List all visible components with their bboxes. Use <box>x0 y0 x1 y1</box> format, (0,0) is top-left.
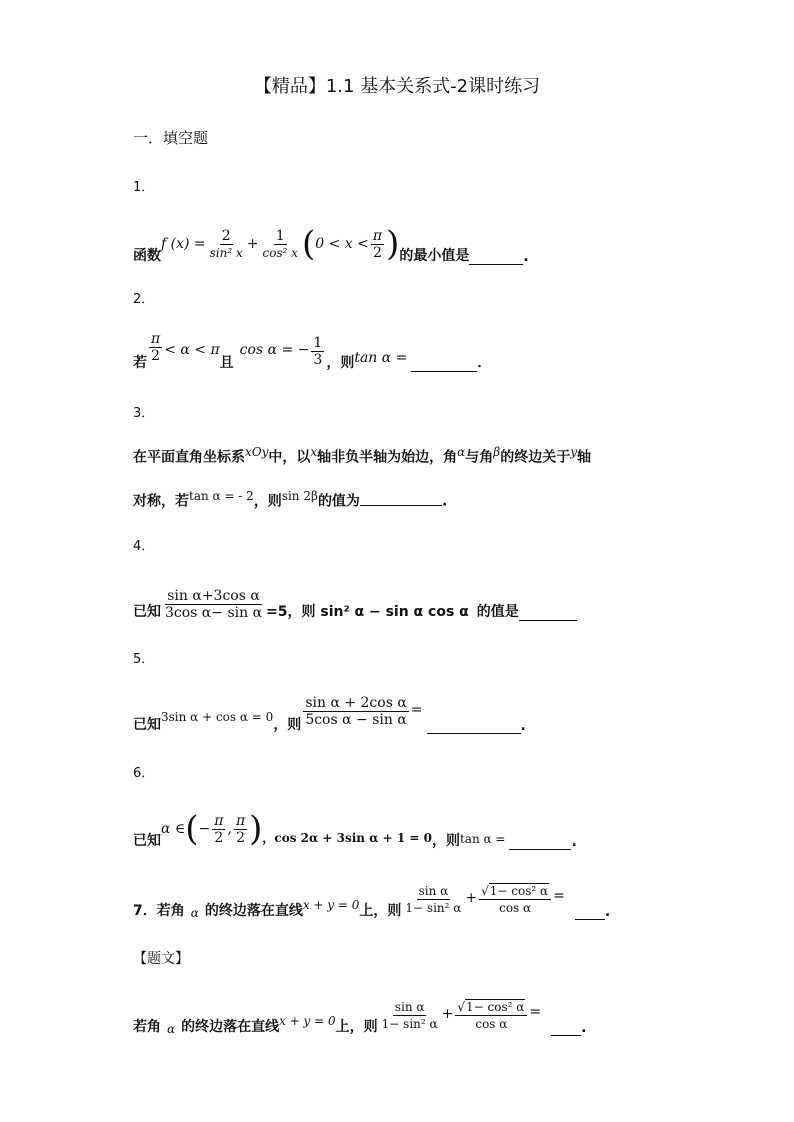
question-2-number: 2． <box>133 292 155 307</box>
question-3-line-2: 对称，若$^{tan \alpha = - 2}$，则$^{sin 2\beta}$的值为 . <box>133 489 448 510</box>
q5-answer-blank[interactable] <box>427 732 521 734</box>
tiwen-label: 【题文】 <box>133 951 189 967</box>
question-tiwen: 若角 α 的终边落在直线 x + y = 0 上，则 $\frac{\text{sin α}}{\text{1− sin² α}}$ + $\frac{\text{√1− cos² α}}{\text{cos α}}$ = . <box>133 1000 587 1036</box>
question-1: 函数 f (x) = $\frac{2}{\text{sin² x}}$ + $\frac{1}{\text{cos² x}}$ ( 0 < x < $\frac{\pi}{2}$ ) 的最小值是 . <box>133 224 529 265</box>
question-2: 若 $\frac{\pi}{2}$ < α < π 且 cos α = − $\frac{1}{3}$ ，则 tan α = ． <box>133 331 492 371</box>
question-3-number: 3． <box>133 406 155 421</box>
q2-cos: cos α = − <box>239 342 310 358</box>
question-6-number: 6． <box>133 766 155 781</box>
q2-condition: < α < π <box>164 342 220 358</box>
question-1-number: 1． <box>133 180 155 195</box>
q4-fraction: $\frac{\text{sin α+3cos α}}{\text{3cos α− sin α}}$ <box>165 588 263 621</box>
q8-answer-blank[interactable] <box>551 1034 581 1036</box>
question-7: 7．若角 α 的终边落在直线 x + y = 0 上，则 $\frac{\text{sin α}}{\text{1− sin² α}}$ + $\frac{\text{√1− cos² α}}{\text{cos α}}$ = . <box>133 884 611 920</box>
q7-answer-blank[interactable] <box>575 918 605 920</box>
q4-answer-blank[interactable] <box>519 619 577 621</box>
q3-answer-blank[interactable] <box>360 504 442 506</box>
q3-sin2b: sin 2β <box>281 489 318 503</box>
q1-pi-half: $\frac{\pi}{2}$ <box>372 227 383 261</box>
q6-tan: tan α = <box>459 832 506 846</box>
q8-fraction-2: $\frac{\text{√1− cos² α}}{\text{cos α}}$ <box>455 999 527 1032</box>
q6-condition: ，cos 2α + 3sin α + 1 = 0 <box>262 831 432 845</box>
question-6: 已知 α ∈ ( − $\frac{\pi}{2}$ , $\frac{\pi}{2}$ ) ，cos 2α + 3sin α + 1 = 0 ，则 tan α = . <box>133 809 577 850</box>
q2-answer-blank[interactable] <box>411 370 477 372</box>
q1-suffix: 的最小值是 <box>399 248 470 264</box>
q8-line: x + y = 0 <box>279 1014 336 1028</box>
q1-frac2: $\frac{1}{\text{cos² x}}$ <box>262 227 298 260</box>
q6-answer-blank[interactable] <box>509 848 571 850</box>
q1-answer-blank[interactable] <box>469 263 523 265</box>
question-4: 已知 $\frac{\text{sin α+3cos α}}{\text{3cos α− sin α}}$ =5，则 sin² α − sin α cos α 的值是 <box>133 575 577 621</box>
q7-fraction-2: $\frac{\text{√1− cos² α}}{\text{cos α}}$ <box>479 883 551 916</box>
q5-fraction: $\frac{\text{sin α + 2cos α}}{\text{5cos α − sin α}}$ <box>305 695 407 728</box>
q1-prefix: 函数 <box>133 248 161 264</box>
q1-domain: 0 < x < <box>315 236 369 252</box>
question-5: 已知 3sin α + cos α = 0 ，则 $\frac{\text{sin α + 2cos α}}{\text{5cos α − sin α}}$ = . <box>133 695 526 734</box>
q2-pi-half: $\frac{\pi}{2}$ <box>151 331 161 364</box>
q1-formula: f (x) = $\frac{2}{\text{sin² x}}$ + $\frac{1}{\text{cos² x}}$ ( 0 < x < $\frac{\pi}{2}$ ) <box>161 224 400 264</box>
section-heading: 一．填空题 <box>133 129 209 147</box>
question-5-number: 5． <box>133 652 155 667</box>
q3-tan: tan α = - 2 <box>189 489 254 503</box>
q2-one-third: $\frac{1}{3}$ <box>313 335 323 368</box>
q8-fraction-1: $\frac{\text{sin α}}{\text{1− sin² α}}$ <box>381 1000 438 1031</box>
q6-interval: α ∈ ( − $\frac{\pi}{2}$ , $\frac{\pi}{2}$ ) <box>161 809 263 849</box>
q7-fraction-1: $\frac{\text{sin α}}{\text{1− sin² α}}$ <box>405 884 462 915</box>
q4-expression: =5，则 sin² α − sin α cos α <box>266 604 469 620</box>
question-4-number: 4． <box>133 539 155 554</box>
q7-line: x + y = 0 <box>302 898 360 912</box>
q5-condition: 3sin α + cos α = 0 <box>161 710 274 724</box>
q2-tan: tan α = <box>354 350 408 366</box>
q1-frac1: $\frac{2}{\text{sin² x}}$ <box>209 227 243 260</box>
question-3-line-1: 在平面直角坐标系$^{xOy}$中，以$^x$轴非负半轴为始边，角$^\alpha$与角$^\beta$的终边关于$^y$轴 <box>133 445 591 466</box>
q1-fx: f (x) = <box>161 236 206 252</box>
page-title: 【精品】1.1 基本关系式-2课时练习 <box>253 76 541 97</box>
